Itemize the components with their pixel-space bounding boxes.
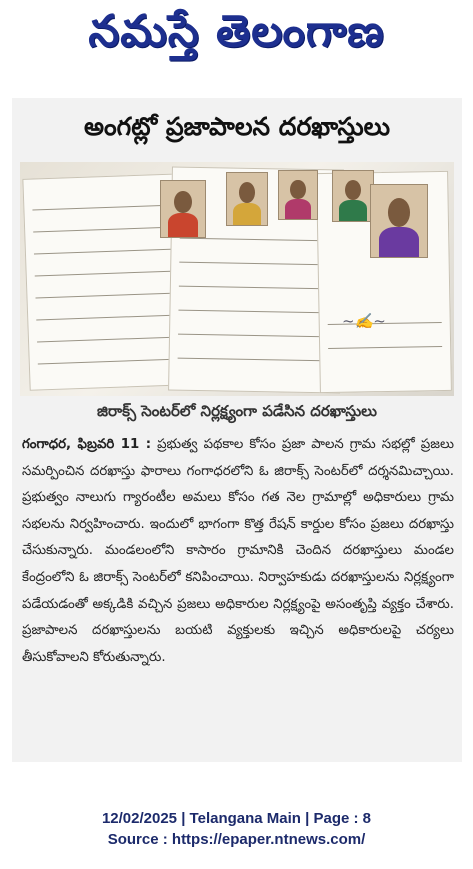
footer-date-edition: 12/02/2025 | Telangana Main | Page : 8 bbox=[101, 810, 372, 827]
applicant-photo bbox=[278, 170, 318, 220]
applicant-photo bbox=[332, 170, 374, 222]
epaper-footer bbox=[0, 808, 473, 850]
article-body bbox=[22, 432, 454, 671]
applicant-photo bbox=[160, 180, 206, 238]
photo-caption: జిరాక్స్ సెంటర్‌లో నిర్లక్ష్యంగా పడేసిన దరఖాస్తులు bbox=[97, 402, 377, 420]
article-body-text: ప్రభుత్వ పథకాల కోసం ప్రజా పాలన గ్రామ సభల్లో ప్రజలు సమర్పించిన దరఖాస్తు ఫారాలు గంగాధరలోని ఓ జిరాక్స్ సెంటర్‌లో దర్శనమిచ్చాయి. ప్రభుత్వం నాలుగు గ్యారంటీల అమలు కోసం గత నెల గ్రామాల్లో అధికారులు గ్రామ సభలను నిర్వహించారు. ఇందులో భాగంగా కొత్త రేషన్ కార్డుల కోసం ప్రజలు దరఖాస్తు చేసుకున్నారు. మండలంలోని కాసారం గ్రామానికి చెందిన దరఖాస్తులు మండల కేంద్రంలోని ఓ జిరాక్స్ సెంటర్‌లో కనిపించాయి. నిర్వాహకుడు దరఖాస్తులను నిర్లక్ష్యంగా పడేయడంతో అక్కడికి వచ్చిన ప్రజలు అధికారుల నిర్లక్ష్యంపై అసంతృప్తి వ్యక్తం చేశారు. ప్రజాపాలన దరఖాస్తులను బయటి వ్యక్తులకు ఇచ్చిన అధికారులపై చర్యలు తీసుకోవాలని కోరుతున్నారు. bbox=[22, 437, 454, 665]
article-headline: అంగట్లో ప్రజాపాలన దరఖాస్తులు bbox=[83, 112, 390, 141]
newspaper-masthead bbox=[0, 0, 473, 86]
applicant-photo bbox=[226, 172, 268, 226]
article-photo bbox=[20, 162, 454, 396]
applicant-photo bbox=[370, 184, 428, 258]
signature-scribble: ~✍~ bbox=[342, 312, 386, 330]
masthead-title: నమస్తే తెలంగాణ bbox=[88, 6, 385, 57]
news-clipping bbox=[12, 98, 462, 762]
footer-source-link[interactable]: Source : https://epaper.ntnews.com/ bbox=[107, 831, 366, 848]
article-dateline: గంగాధర, ఫిబ్రవరి 11 : bbox=[22, 437, 152, 452]
